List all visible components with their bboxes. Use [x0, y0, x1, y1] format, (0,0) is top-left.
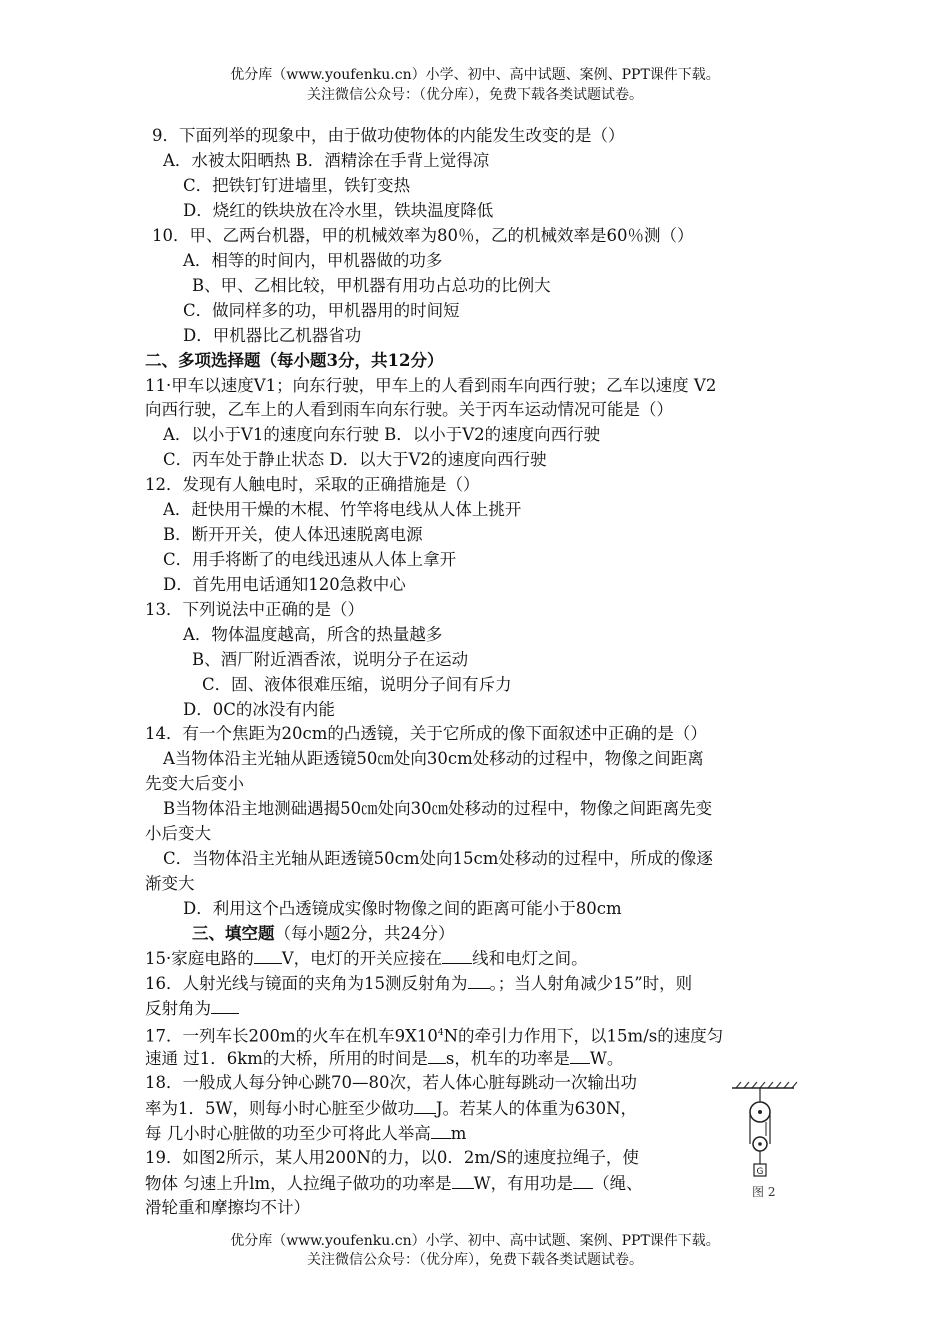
q15-blank-1[interactable] [254, 946, 282, 964]
q10-option-c: C．做同样多的功，甲机器用的时间短 [183, 301, 460, 320]
q16-text-2: 。；当人射角减少15”时，则 [489, 974, 693, 993]
q19-text-3: （绳、 [593, 1174, 643, 1193]
q19-blank-2[interactable] [573, 1171, 593, 1189]
q18-blank-2[interactable] [431, 1121, 451, 1139]
q17-blank-2[interactable] [570, 1046, 590, 1064]
q9-option-c: C．把铁钉钉进墙里，铁钉变热 [183, 176, 411, 195]
q14-option-d: D．利用这个凸透镜成实像时物像之间的距离可能小于80cm [183, 899, 622, 918]
q9-option-d: D．烧红的铁块放在冷水里，铁块温度降低 [183, 201, 494, 220]
q15 [145, 946, 588, 971]
q14-option-b-line-1: B当物体沿主地测础遇揭50㎝处向30㎝处移动的过程中，物像之间距离先变 [163, 799, 713, 818]
q18-text-3: 每 几小时心脏做的功至少可将此人举高 [145, 1124, 431, 1143]
q10-stem: 10．甲、乙两台机器，甲的机械效率为80％，乙的机械效率是60％测（） [152, 226, 694, 245]
q14-option-b-line-2: 小后变大 [145, 824, 211, 843]
q16-line-2 [145, 996, 239, 1021]
q17-line-2 [145, 1046, 623, 1071]
q9-stem: 9．下面列举的现象中，由于做功使物体的内能发生改变的是（） [152, 126, 625, 145]
q14-option-a-line-2: 先变大后变小 [145, 774, 244, 793]
section-3-heading [192, 922, 455, 946]
page-footer-line-2: 关注微信公众号：（优分库），免费下载各类试题试卷。 [307, 1252, 643, 1268]
q11-options-cd: C．丙车处于静止状态 D．以大于V2的速度向西行驶 [163, 450, 547, 469]
q14-option-c-line-2: 渐变大 [145, 874, 195, 893]
q10-option-b: B、甲、乙相比较，甲机器有用功占总功的比例大 [192, 276, 551, 295]
q13-option-b: B、酒厂附近酒香浓，说明分子在运动 [192, 650, 469, 669]
q14-option-c-line-1: C．当物体沿主光轴从距透镜50cm处向15cm处移动的过程中，所成的像逐 [163, 849, 713, 868]
q19-line-3: 滑轮重和摩擦均不计） [145, 1198, 310, 1217]
q19-text-2: W，有用功是 [473, 1174, 574, 1193]
q18-text-1: 率为1．5W，则每小时心脏至少做功 [145, 1099, 414, 1118]
page-header-line-2: 关注微信公众号：（优分库），免费下载各类试题试卷。 [307, 87, 643, 103]
q16-text-3: 反射角为 [145, 999, 211, 1018]
q19-blank-1[interactable] [452, 1171, 474, 1189]
section-3-title: 三、填空题 [192, 924, 275, 943]
q16-text-1: 16．人射光线与镜面的夹角为15测反射角为 [145, 974, 468, 993]
q12-stem: 12．发现有人触电时，采取的正确措施是（） [145, 475, 480, 494]
q15-text-1: 15·家庭电路的 [145, 949, 254, 968]
q17-text-1: 17．一列车长200m的火车在机车9X10 [145, 1026, 438, 1046]
ceiling-hatching [736, 1082, 797, 1088]
section-3-note: （每小题2分，共24分） [274, 924, 455, 943]
q17-exponent: 4 [437, 1028, 444, 1038]
q12-option-d: D．首先用电话通知120急救中心 [163, 575, 406, 594]
fixed-pulley-axle [758, 1110, 762, 1114]
q13-option-a: A．物体温度越高，所含的热量越多 [183, 625, 443, 644]
q16-blank-1[interactable] [468, 971, 490, 989]
q18-line-1: 18．一般成人每分钟心跳70—80次，若人体心脏每跳动一次输出功 [145, 1073, 637, 1092]
q11-line-1: 11·甲车以速度V1；向东行驶，甲车上的人看到雨车向西行驶；乙车以速度 V2 [145, 376, 717, 395]
page-header-line-1: 优分库（www.youfenku.cn）小学、初中、高中试题、案例、PPT课件下载。 [230, 67, 720, 83]
q18-text-2: J。若某人的体重为630N， [435, 1099, 638, 1118]
q10-option-d: D．甲机器比乙机器省功 [183, 326, 362, 345]
q15-text-3: 线和电灯之间。 [472, 949, 588, 968]
section-2-heading: 二、多项选择题（每小题3分，共12分） [145, 351, 444, 370]
load-label: G [756, 1167, 764, 1177]
q10-option-a: A．相等的时间内，甲机器做的功多 [183, 251, 443, 270]
q17-line-1 [145, 1021, 723, 1049]
figure-caption: 图 2 [752, 1185, 776, 1199]
q18-line-2 [145, 1096, 637, 1121]
pulley-figure [730, 1080, 800, 1200]
q11-options-ab: A．以小于V1的速度向东行驶 B．以小于V2的速度向西行驶 [163, 425, 601, 444]
q9-options-ab: A．水被太阳晒热 B．酒精涂在手背上觉得凉 [163, 151, 490, 170]
q14-option-a-line-1: A当物体沿主光轴从距透镜50㎝处向30cm处移动的过程中，物像之间距离 [163, 749, 704, 768]
q13-option-c: C．固、液体很难压缩，说明分子间有斥力 [202, 675, 512, 694]
q18-blank-1[interactable] [414, 1096, 436, 1114]
q11-line-2: 向西行驶，乙车上的人看到雨车向东行驶。关于丙车运动情况可能是（） [145, 400, 673, 419]
q13-option-d: D．0C的冰没有内能 [183, 700, 335, 719]
q17-blank-1[interactable] [428, 1046, 446, 1064]
q15-blank-2[interactable] [442, 946, 472, 964]
q13-stem: 13．下列说法中正确的是（） [145, 600, 364, 619]
q17-text-4: s，机车的功率是 [445, 1049, 570, 1068]
q17-text-2: N的牵引力作用下，以15m/s的速度匀 [443, 1026, 724, 1046]
q14-stem: 14．有一个焦距为20cm的凸透镜，关于它所成的像下面叙述中正确的是（） [145, 724, 707, 743]
page-footer-line-1: 优分库（www.youfenku.cn）小学、初中、高中试题、案例、PPT课件下载。 [230, 1233, 720, 1249]
q12-option-a: A．赶快用干燥的木棍、竹竿将电线从人体上挑开 [163, 500, 522, 519]
q16-blank-2[interactable] [211, 996, 239, 1014]
q17-text-3: 速通 过1．6km的大桥，所用的时间是 [145, 1049, 428, 1068]
q12-option-c: C．用手将断了的电线迅速从人体上拿开 [163, 550, 457, 569]
movable-pulley-axle [758, 1142, 762, 1146]
q17-text-5: W。 [589, 1049, 624, 1068]
q15-text-2: V，电灯的开关应接在 [281, 949, 443, 968]
q19-line-1: 19．如图2所示，某人用200N的力，以0．2m/S的速度拉绳子，使 [145, 1148, 639, 1167]
q16-line-1 [145, 971, 692, 996]
q19-line-2 [145, 1171, 643, 1196]
q18-line-3 [145, 1121, 466, 1146]
q12-option-b: B．断开开关，使人体迅速脱离电源 [163, 525, 423, 544]
q18-text-4: m [450, 1124, 467, 1143]
q19-text-1: 物体 匀速上升lm，人拉绳子做功的功率是 [145, 1174, 452, 1193]
